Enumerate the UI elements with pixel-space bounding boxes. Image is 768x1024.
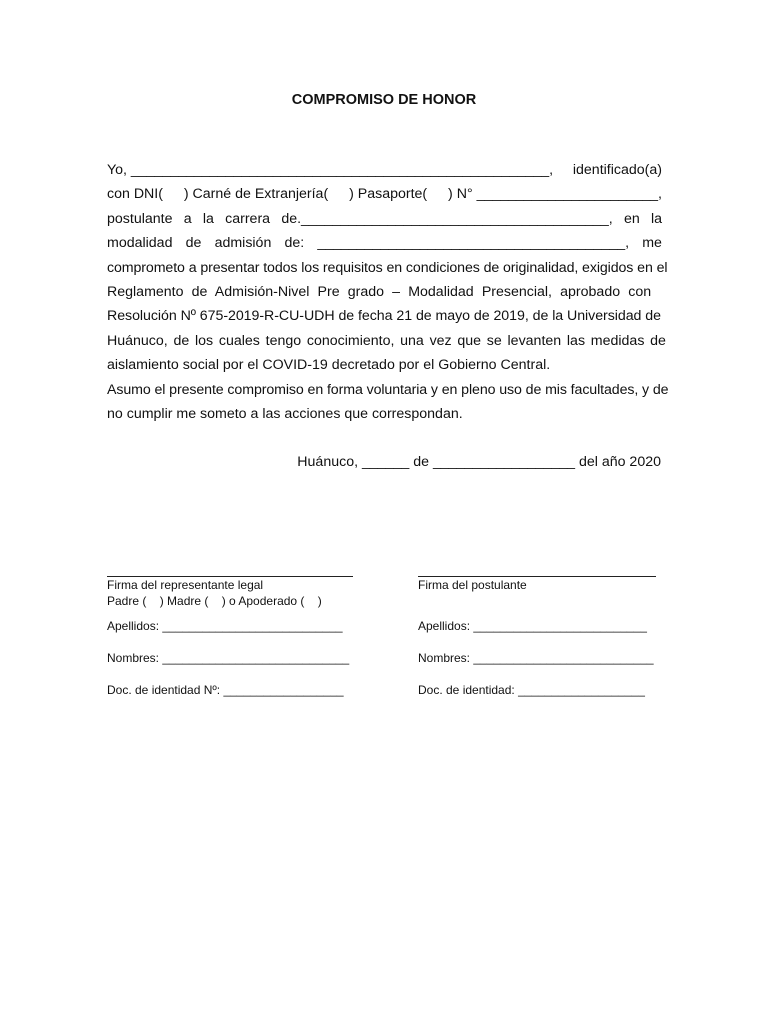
apellidos-field-right: Apellidos: __________________________ [418, 619, 647, 633]
word: modalidad [107, 235, 173, 252]
word: de [185, 235, 202, 252]
nombres-field-right: Nombres: ___________________________ [418, 651, 654, 665]
pasaporte-option: ) Pasaporte( [349, 186, 428, 203]
body-line-4 [107, 231, 662, 255]
body-paragraph [107, 158, 669, 426]
place-date-line: Huánuco, ______ de __________________ del año 2020 [297, 454, 661, 470]
document-title: COMPROMISO DE HONOR [291, 92, 477, 108]
body-line-5: comprometo a presentar todos los requisitos en condiciones de originalidad, exigidos en el [107, 259, 668, 276]
name-blank: Yo, _____________________________________________________, [107, 162, 554, 178]
document-number-blank: ) N° _______________________, [448, 186, 662, 203]
word: a [183, 210, 192, 227]
modality-blank: _______________________________________, [317, 235, 630, 252]
doc-field-left: Doc. de identidad Nº: __________________ [107, 683, 344, 697]
carne-option: ) Carné de Extranjería( [183, 186, 329, 203]
signature-label-applicant: Firma del postulante [418, 578, 527, 592]
career-blank: de._______________________________________, [281, 210, 613, 227]
body-line-9: aislamiento social por el COVID-19 decretado por el Gobierno Central. [107, 357, 551, 374]
word: la [650, 210, 662, 227]
body-line-11: no cumplir me someto a las acciones que correspondan. [107, 406, 463, 423]
signature-label-representative: Firma del representante legal [107, 578, 264, 592]
word: la [202, 210, 214, 227]
word: de: [284, 235, 305, 252]
body-line-3 [107, 207, 662, 231]
apellidos-field-left: Apellidos: ___________________________ [107, 619, 343, 633]
word: me [642, 235, 662, 252]
body-line-1 [107, 158, 662, 182]
identified-label: identificado(a) [572, 162, 662, 178]
body-line-10: Asumo el presente compromiso en forma voluntaria y en pleno uso de mis facultades, y de [107, 381, 669, 398]
doc-field-right: Doc. de identidad: ___________________ [418, 683, 645, 697]
word: en [623, 210, 640, 227]
body-line-7: Resolución Nº 675-2019-R-CU-UDH de fecha 21 de mayo de 2019, de la Universidad de [107, 308, 661, 325]
body-line-2 [107, 182, 662, 206]
word: carrera [225, 210, 271, 227]
body-line-8: Huánuco, de los cuales tengo conocimiento, una vez que se levanten las medidas de [107, 332, 666, 349]
relationship-options: Padre ( ) Madre ( ) o Apoderado ( ) [107, 594, 322, 608]
nombres-field-left: Nombres: ____________________________ [107, 651, 350, 665]
body-line-6: Reglamento de Admisión-Nivel Pre grado – Modalidad Presencial, aprobado con [107, 284, 652, 301]
word: postulante [107, 210, 173, 227]
word: admisión [214, 235, 272, 252]
dni-option: con DNI( [107, 186, 163, 203]
